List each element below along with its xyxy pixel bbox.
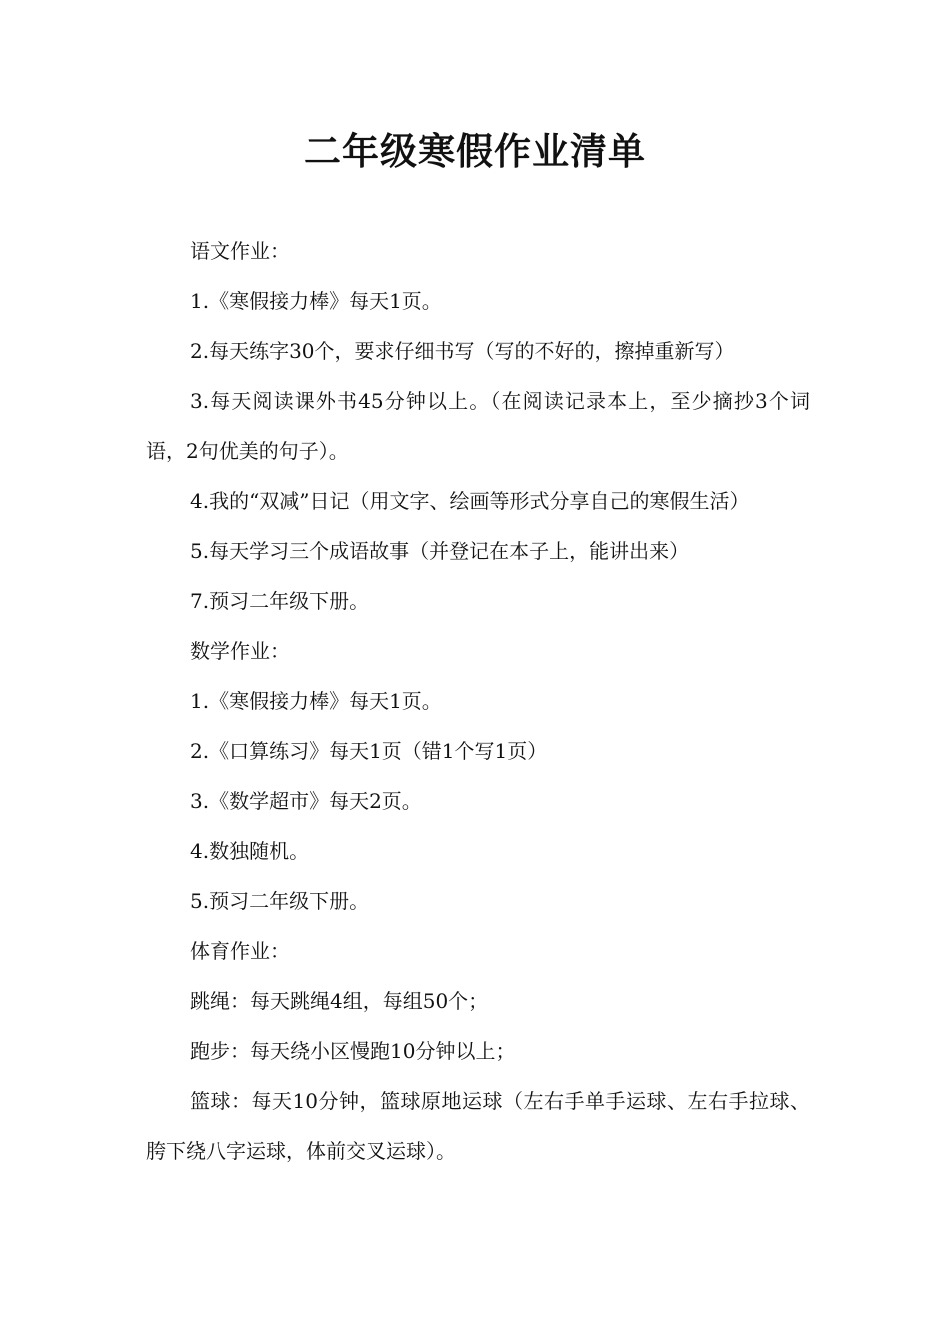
chinese-item-5: 5.每天学习三个成语故事（并登记在本子上，能讲出来） (190, 539, 690, 563)
pe-item-running: 跑步：每天绕小区慢跑10分钟以上； (190, 1039, 516, 1063)
math-item-2: 2.《口算练习》每天1页（错1个写1页） (190, 739, 548, 763)
math-item-3: 3.《数学超市》每天2页。 (190, 789, 422, 813)
math-item-1: 1.《寒假接力棒》每天1页。 (190, 689, 442, 713)
pe-item-jump-rope: 跳绳：每天跳绳4组，每组50个； (190, 989, 489, 1013)
math-item-5: 5.预习二年级下册。 (190, 889, 370, 913)
document-body (146, 226, 810, 1176)
chinese-item-7: 7.预习二年级下册。 (190, 589, 370, 613)
chinese-item-1: 1.《寒假接力棒》每天1页。 (190, 289, 442, 313)
math-item-4: 4.数独随机。 (190, 839, 310, 863)
chinese-item-4: 4.我的“双减”日记（用文字、绘画等形式分享自己的寒假生活） (190, 489, 750, 513)
pe-item-basketball: 篮球：每天10分钟，篮球原地运球（左右手单手运球、左右手拉球、胯下绕八字运球，体前交叉运球）。 (146, 1089, 810, 1163)
document-title: 二年级寒假作业清单 (304, 130, 646, 173)
chinese-item-3: 3.每天阅读课外书45分钟以上。（在阅读记录本上，至少摘抄3个词语，2句优美的句子）。 (146, 389, 810, 463)
chinese-item-2: 2.每天练字30个，要求仔细书写（写的不好的，擦掉重新写） (190, 339, 735, 363)
section-heading-pe: 体育作业： (190, 939, 290, 963)
section-heading-math: 数学作业： (190, 639, 290, 663)
section-heading-chinese: 语文作业： (190, 239, 290, 263)
